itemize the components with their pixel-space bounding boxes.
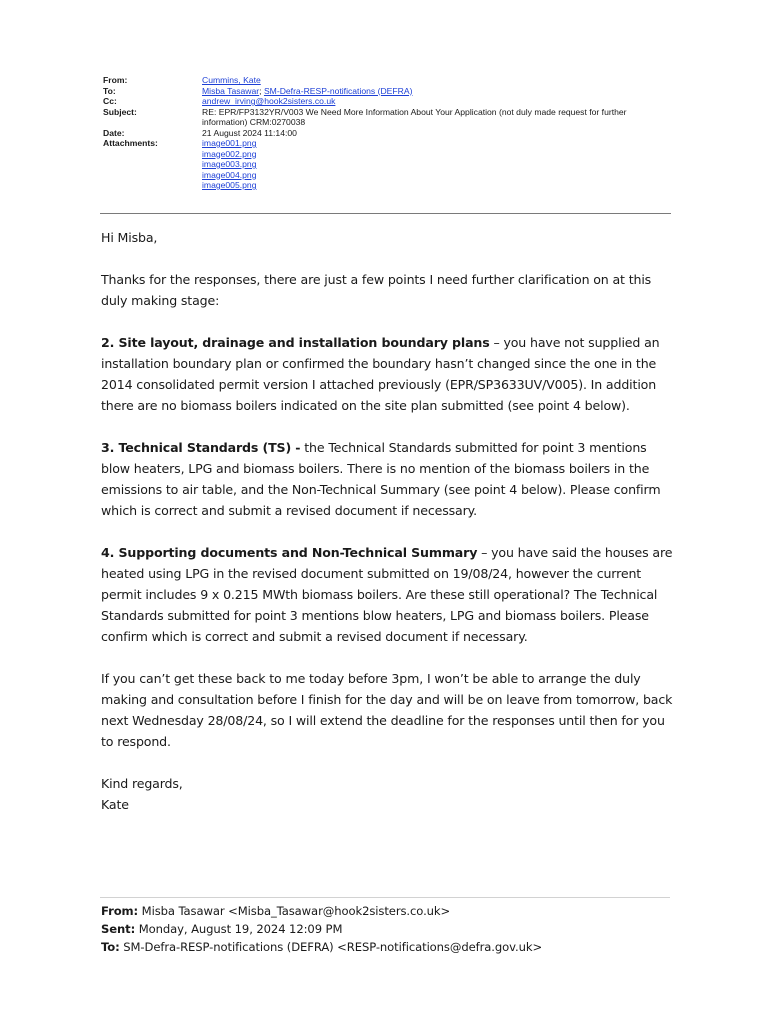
point-2-heading: 2. Site layout, drainage and installation boundary plans	[101, 335, 490, 350]
header-attachments-row	[103, 138, 673, 191]
attachment-link[interactable]: image001.png	[202, 138, 257, 148]
deadline-paragraph: If you can’t get these back to me today before 3pm, I won’t be able to arrange the duly making and consultation before I finish for the day and will be on leave from tomorrow, back next Wednesday 28/08/24, so I will extend the deadline for the responses until then for you to respond.	[101, 671, 673, 749]
to-recipient-link-1[interactable]: Misba Tasawar	[202, 85, 260, 96]
header-from-row	[103, 75, 673, 86]
subject-label: Subject:	[103, 106, 137, 117]
header-subject-row	[103, 107, 673, 128]
header-divider	[100, 213, 671, 214]
point-2-paragraph	[101, 332, 673, 416]
subject-value: RE: EPR/FP3132YR/V003 We Need More Information About Your Application (not duly made request for further information) CRM:0270038	[202, 106, 627, 127]
forwarded-to-value: SM-Defra-RESP-notifications (DEFRA) <RESP-notifications@defra.gov.uk>	[119, 940, 543, 954]
header-cc-row	[103, 96, 673, 107]
point-3-paragraph	[101, 437, 673, 521]
forwarded-to-row	[101, 938, 701, 956]
intro-paragraph: Thanks for the responses, there are just a few points I need further clarification on at this duly making stage:	[101, 272, 652, 308]
attachments-label: Attachments:	[103, 138, 158, 148]
forwarded-from-label: From:	[101, 904, 139, 918]
cc-recipient-link[interactable]: andrew_irving@hook2sisters.co.uk	[202, 96, 336, 106]
attachment-link[interactable]: image003.png	[202, 159, 257, 169]
to-recipient-link-2[interactable]: SM-Defra-RESP-notifications (DEFRA)	[263, 85, 413, 96]
point-3-heading: 3. Technical Standards (TS) -	[101, 440, 301, 455]
forwarded-to-label: To:	[101, 940, 120, 954]
forwarded-divider	[100, 897, 670, 898]
from-label: From:	[103, 75, 128, 85]
forwarded-sent-value: Monday, August 19, 2024 12:09 PM	[135, 922, 343, 936]
point-4-heading: 4. Supporting documents and Non-Technical Summary	[101, 545, 478, 560]
forwarded-sent-row	[101, 920, 701, 938]
point-4-paragraph	[101, 542, 673, 647]
forwarded-from-row	[101, 902, 701, 920]
date-label: Date:	[103, 127, 125, 138]
attachment-link[interactable]: image002.png	[202, 148, 257, 159]
attachment-link[interactable]: image005.png	[202, 180, 257, 190]
forwarded-from-value: Misba Tasawar <Misba_Tasawar@hook2sisters.co.uk>	[138, 904, 451, 918]
attachments-list	[202, 138, 673, 191]
to-separator: ;	[259, 85, 264, 96]
header-date-row	[103, 128, 673, 139]
signature-name: Kate	[101, 797, 129, 812]
signoff	[101, 773, 673, 815]
attachment-link[interactable]: image004.png	[202, 169, 257, 180]
point-2-text: – you have not supplied an installation boundary plan or confirmed the boundary hasn’t changed since the one in the 2014 consolidated permit version I attached previously (EPR/SP3633UV/V005). In addition there are no biomass boilers indicated on the site plan submitted (see point 4 below).	[101, 335, 660, 413]
forwarded-sent-label: Sent:	[101, 922, 136, 936]
point-4-text: – you have said the houses are heated using LPG in the revised document submitted on 19/08/24, however the current permit includes 9 x 0.215 MWth biomass boilers. Are these still operational? The Technical Standards submitted for point 3 mentions blow heaters, LPG and biomass boilers. Please confirm which is correct and submit a revised document if necessary.	[101, 545, 673, 644]
to-label: To:	[103, 85, 116, 96]
signoff-text: Kind regards,	[101, 776, 183, 791]
point-3-text: the Technical Standards submitted for point 3 mentions blow heaters, LPG and biomass boilers. There is no mention of the biomass boilers in the emissions to air table, and the Non-Technical Summary (see point 4 below). Please confirm which is correct and submit a revised document if necessary.	[101, 440, 661, 518]
greeting: Hi Misba,	[101, 230, 158, 245]
email-body	[101, 227, 673, 815]
forwarded-header	[101, 902, 701, 956]
date-value: 21 August 2024 11:14:00	[202, 127, 297, 138]
from-sender-link[interactable]: Cummins, Kate	[202, 75, 261, 85]
email-header	[103, 75, 673, 191]
cc-label: Cc:	[103, 96, 117, 106]
header-to-row	[103, 86, 673, 97]
